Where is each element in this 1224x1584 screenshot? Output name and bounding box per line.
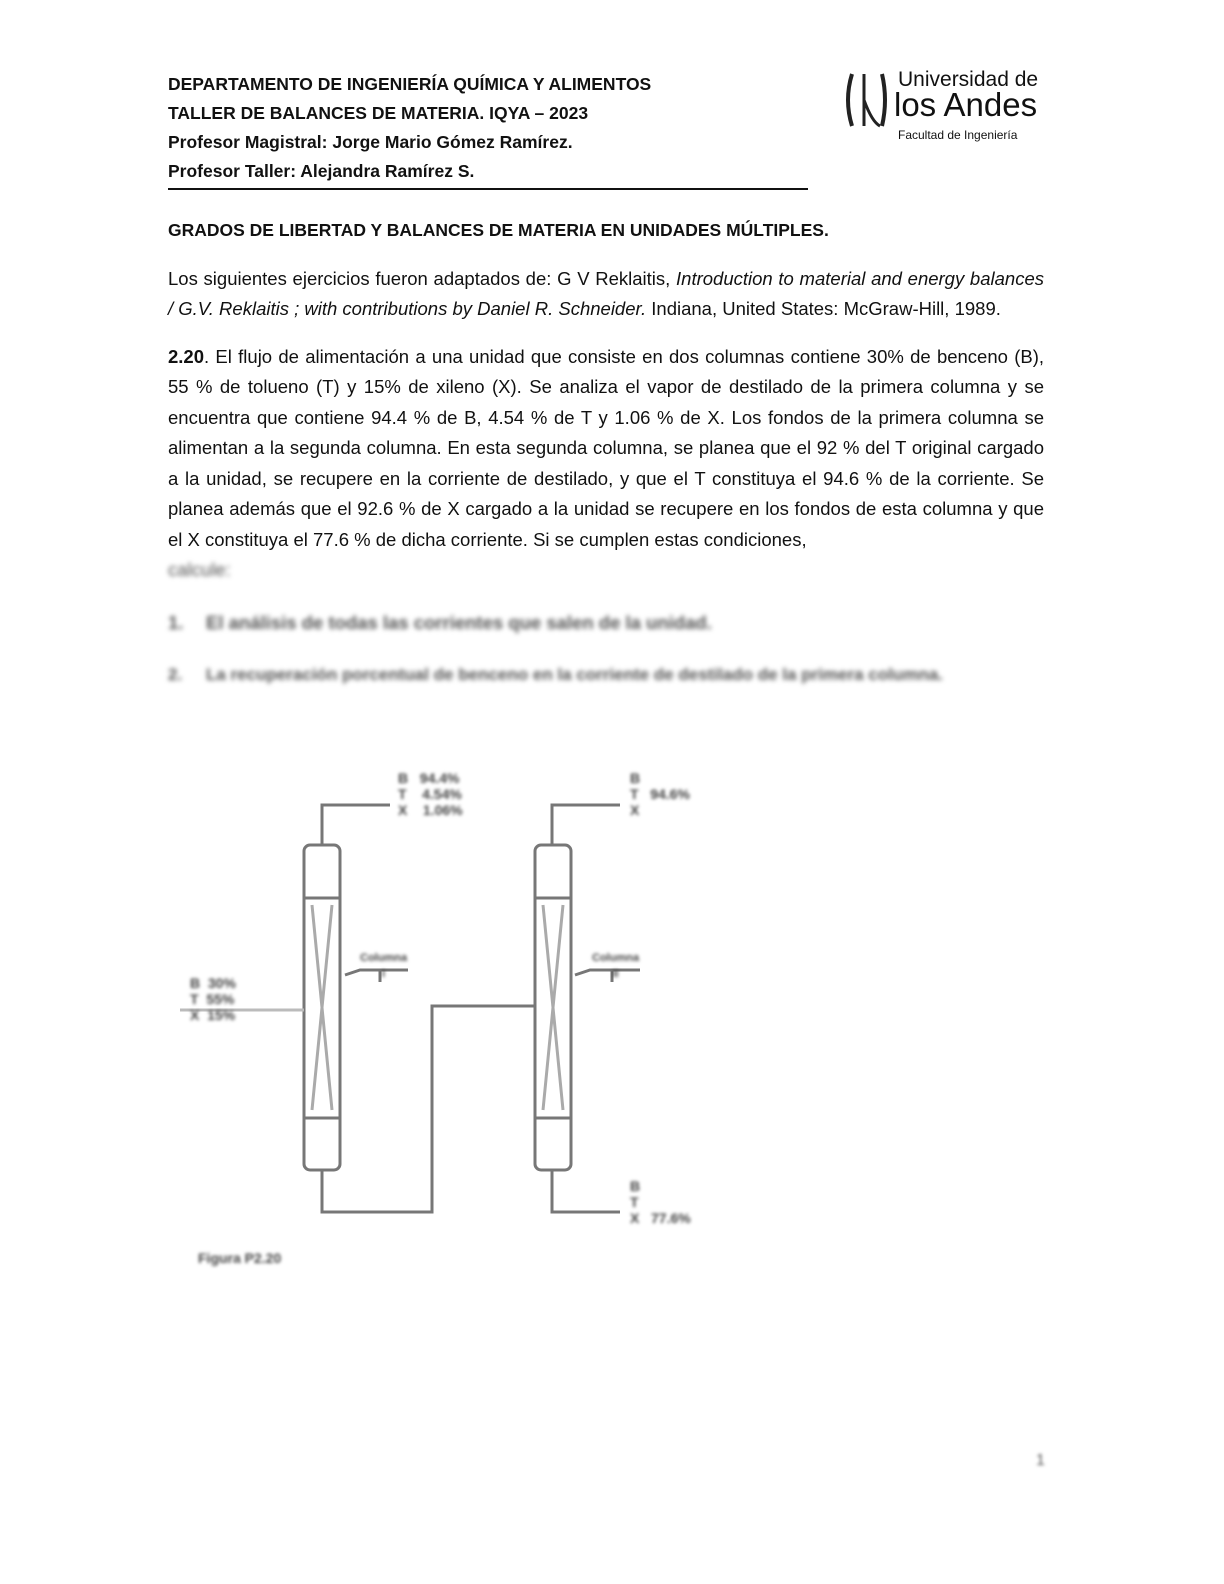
- process-diagram: [180, 760, 970, 1280]
- question-text: La recuperación porcentual de benceno en la corriente de destilado de la primera columna.: [206, 665, 943, 684]
- feed-composition-label: B 30% T 55% X 15%: [190, 975, 236, 1023]
- header-workshop-professor: Profesor Taller: Alejandra Ramírez S.: [168, 161, 475, 181]
- header-professor: Profesor Magistral: Jorge Mario Gómez Ramírez.: [168, 132, 573, 152]
- question-2: [168, 660, 1044, 691]
- question-text: El análisis de todas las corrientes que salen de la unidad.: [206, 611, 712, 633]
- reference-publisher: Indiana, United States: McGraw-Hill, 1989.: [646, 298, 1001, 319]
- logo-line1: Universidad de: [898, 68, 1039, 91]
- problem-number: 2.20: [168, 345, 205, 367]
- column2-label: Columna II: [592, 952, 640, 980]
- intro-text: Los siguientes ejercicios fueron adaptados de: G V Reklaitis,: [168, 267, 677, 289]
- question-number: 2.: [168, 665, 183, 684]
- logo-emblem-icon: [842, 70, 890, 130]
- distillation-columns-diagram: [180, 760, 970, 1280]
- question-number: 1.: [168, 611, 184, 633]
- figure-caption: Figura P2.20: [198, 1250, 282, 1266]
- document-body: [168, 215, 1044, 691]
- question-1: [168, 608, 1044, 639]
- section-title: GRADOS DE LIBERTAD Y BALANCES DE MATERIA EN UNIDADES MÚLTIPLES.: [168, 220, 829, 240]
- header-course: TALLER DE BALANCES DE MATERIA. IQYA – 2023: [168, 103, 589, 123]
- column1-distillate-label: B 94.4% T 4.54% X 1.06%: [398, 770, 463, 818]
- reference-title: Introduction to material and energy balances / G.V. Reklaitis ; with contributions by Daniel R. Schneider.: [168, 267, 1044, 319]
- problem-text: . El flujo de alimentación a una unidad que consiste en dos columnas contiene 30% de benceno (B), 55 % de tolueno (T) y 15% de xileno (X). Se analiza el vapor de destilado de la primera columna y se encuentra que contiene 94.4 % de B, 4.54 % de T y 1.06 % de X. Los fondos de la primera columna se alimentan a la segunda columna. En esta segunda columna, se planea que el 92 % del T original cargado a la unidad, se recupere en la corriente de destilado, y que el T constituya el 94.6 % de la corriente. Se planea además que el 92.6 % de X cargado a la unidad se recupere en los fondos de esta columna y que el X constituya el 77.6 % de dicha corriente. Si se cumplen estas condiciones,: [168, 345, 1044, 550]
- problem-paragraph: [168, 342, 1044, 586]
- column2-bottoms-label: B T X 77.6%: [630, 1178, 691, 1226]
- problem-calc: calcule:: [168, 559, 231, 580]
- document-header: [168, 70, 808, 190]
- logo-line3: Facultad de Ingeniería: [898, 128, 1018, 142]
- intro-paragraph: [168, 264, 1044, 325]
- column2-distillate-label: B T 94.6% X: [630, 770, 690, 818]
- header-department: DEPARTAMENTO DE INGENIERÍA QUÍMICA Y ALIMENTOS: [168, 74, 652, 94]
- column1-label: Columna I: [360, 952, 408, 980]
- page-number: 1: [1036, 1452, 1045, 1469]
- logo-line2: los Andes: [894, 86, 1038, 123]
